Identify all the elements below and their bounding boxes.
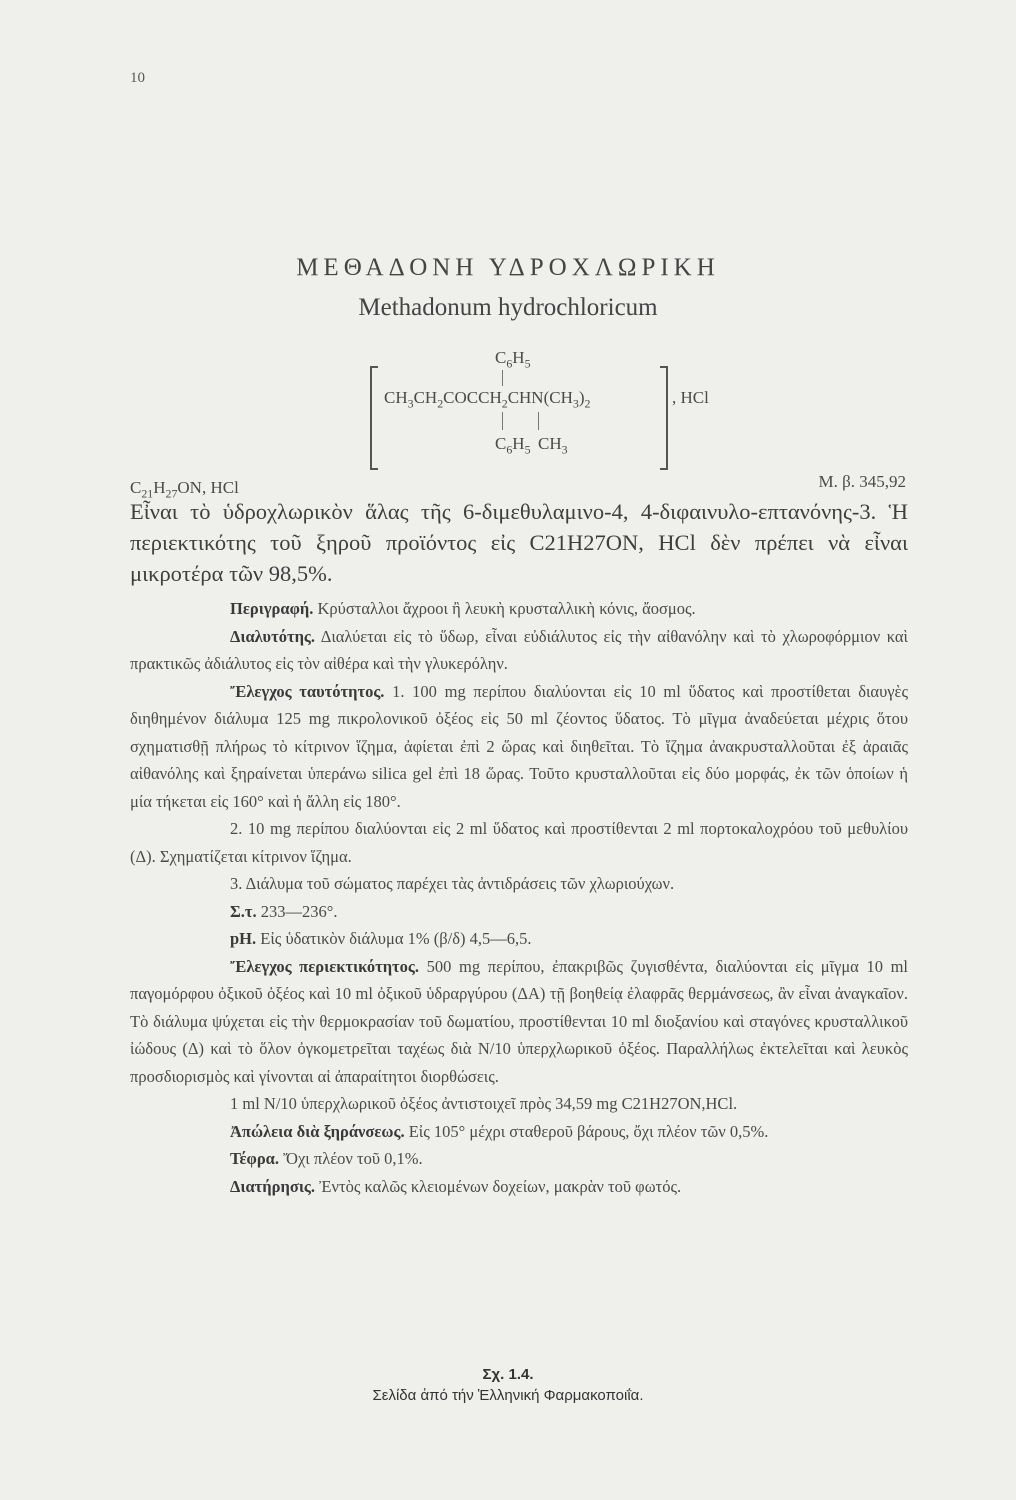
page-number: 10 [130, 70, 145, 86]
formula-salt: , HCl [672, 388, 709, 407]
identity-heading: Ἔλεγχος ταυτότητος. [230, 681, 385, 701]
figure-caption [0, 1366, 1016, 1404]
ph-text: Εἰς ὑδατικὸν διάλυμα 1% (β/δ) 4,5—6,5. [256, 929, 532, 948]
description-paragraph [130, 595, 908, 623]
storage-paragraph [130, 1173, 908, 1201]
melting-point-heading: Σ.τ. [230, 901, 257, 921]
assay-paragraph [130, 953, 908, 1091]
figure-number: Σχ. 1.4. [482, 1366, 534, 1383]
description-text: Κρύσταλλοι ἄχροοι ἢ λευκὴ κρυσταλλικὴ κόνις, ἄοσμος. [313, 599, 696, 618]
ph-paragraph [130, 925, 908, 953]
identity-paragraph-3: 3. Διάλυμα τοῦ σώματος παρέχει τὰς ἀντιδράσεις τῶν χλωριούχων. [230, 874, 675, 893]
right-bracket [660, 366, 668, 470]
monograph-title: ΜΕΘΑΔΟΝΗ ΥΔΡΟΧΛΩΡΙΚΗ [296, 254, 720, 281]
formula-bottom-left: $C_6H_5$ [495, 434, 531, 457]
bond-line-bottom-left [502, 412, 503, 430]
ph-heading: pH. [230, 929, 257, 948]
formula-bottom-right: $CH_3$ [538, 434, 568, 457]
bond-line-bottom-right [538, 412, 539, 430]
solubility-text: Διαλύεται εἰς τὸ ὕδωρ, εἶναι εὐδιάλυτος εἰς τὴν αἰθανόλην καὶ τὸ χλωροφόρμιον καὶ πρακτικῶς ἀδιάλυτος εἰς τὸν αἰθέρα καὶ τὴν γλυκερόλην. [130, 626, 908, 673]
bond-line-top [502, 370, 503, 386]
monograph-body [130, 496, 908, 1200]
formula-top-group: $C_6H_5$ [495, 348, 531, 371]
solubility-paragraph [130, 623, 908, 678]
assay-heading: Ἔλεγχος περιεκτικότητος. [230, 956, 420, 976]
storage-text: Ἐντὸς καλῶς κλειομένων δοχείων, μακρὰν τοῦ φωτός. [315, 1176, 682, 1196]
structural-formula [360, 348, 720, 468]
description-heading: Περιγραφή. [230, 599, 314, 618]
melting-point-text: 233—236°. [256, 901, 338, 921]
melting-point-paragraph [130, 898, 908, 926]
ash-heading: Τέφρα. [230, 1149, 280, 1168]
formula-main-chain: $CH_3CH_2COCCH_2CHN(CH_3)_2$ [384, 388, 591, 411]
equivalence-paragraph: 1 ml Ν/10 ὑπερχλωρικοῦ ὀξέος ἀντιστοιχεῖ πρὸς 34,59 mg C21H27ON,HCl. [230, 1094, 738, 1113]
assay-text: 500 mg περίπου, ἐπακριβῶς ζυγισθέντα, διαλύονται εἰς μῖγμα 10 ml παγομόρφου ὀξικοῦ ὀξέος καὶ 10 ml ὀξικοῦ ὑδραργύρου (ΔΑ) τῇ βοηθείᾳ ἐλαφρᾶς θερμάνσεως, ἂν εἶναι ἀναγκαῖον. Τὸ διάλυμα ψύχεται εἰς τὴν θερμοκρασίαν τοῦ δωματίου, προστίθενται 10 ml διοξανίου καὶ σταγόνες κρυσταλλικοῦ ἰώδους (Δ) καὶ τὸ ὅλον ὀγκομετρεῖται ταχέως διὰ Ν/10 ὑπερχλωρικοῦ ὀξέος. Παραλλήλως ἐκτελεῖται καὶ λευκὸς προσδιορισμὸς καὶ γίνονται αἱ ἀπαραίτητοι διορθώσεις. [130, 956, 909, 1086]
monograph-latin-name: Methadonum hydrochloricum [358, 294, 658, 321]
figure-caption-text: Σελίδα ἀπό τήν Ἑλληνική Φαρμακοποιΐα. [372, 1387, 644, 1404]
molecular-formula: $C_{21}H_{27}ON$, HCl [130, 478, 239, 501]
identity-text-1: 1. 100 mg περίπου διαλύονται εἰς 10 ml ὕδατος καὶ προστίθεται διαυγὲς διηθημένον διάλυμα 125 mg πικρολονικοῦ ὀξέος εἰς 50 ml ζέοντος ὕδατος. Τὸ μῖγμα ἀναδεύεται μέχρις ὅτου σχηματισθῇ πλήρως τὸ κίτρινον ἵζημα, ἀφίεται ἐπὶ 2 ὥρας καὶ διηθεῖται. Τὸ ἵζημα ἀνακρυσταλλοῦται ἐξ ἀραιᾶς αἰθανόλης καὶ ξηραίνεται ὑπεράνω silica gel ἐπὶ 18 ὥρας. Τοῦτο κρυσταλλοῦται εἰς δύο μορφάς, ἐκ τῶν ὁποίων ἡ μία τήκεται εἰς 160° καὶ ἡ ἄλλη εἰς 180°. [130, 681, 908, 811]
solubility-heading: Διαλυτότης. [230, 626, 316, 646]
drying-paragraph [130, 1118, 908, 1146]
drying-text: Εἰς 105° μέχρι σταθεροῦ βάρους, ὄχι πλέον τῶν 0,5%. [404, 1121, 769, 1141]
identity-paragraph-2: 2. 10 mg περίπου διαλύονται εἰς 2 ml ὕδατος καὶ προστίθενται 2 ml πορτοκαλοχρόου τοῦ μεθυλίου (Δ). Σχηματίζεται κίτρινον ἵζημα. [130, 819, 908, 866]
molecular-weight: Μ. β. 345,92 [818, 472, 906, 491]
intro-paragraph: Εἶναι τὸ ὑδροχλωρικὸν ἅλας τῆς 6-διμεθυλαμινο-4, 4-διφαινυλο-επτανόνης-3. Ἡ περιεκτικότης τοῦ ξηροῦ προϊόντος εἰς C21H27ON, HCl δὲν πρέπει νὰ εἶναι μικροτέρα τῶν 98,5%. [130, 499, 908, 586]
left-bracket [370, 366, 378, 470]
identity-paragraph-1 [130, 678, 908, 816]
ash-text: Ὄχι πλέον τοῦ 0,1%. [279, 1149, 423, 1168]
drying-heading: Ἀπώλεια διὰ ξηράνσεως. [230, 1121, 405, 1141]
ash-paragraph [130, 1145, 908, 1173]
storage-heading: Διατήρησις. [230, 1176, 316, 1196]
